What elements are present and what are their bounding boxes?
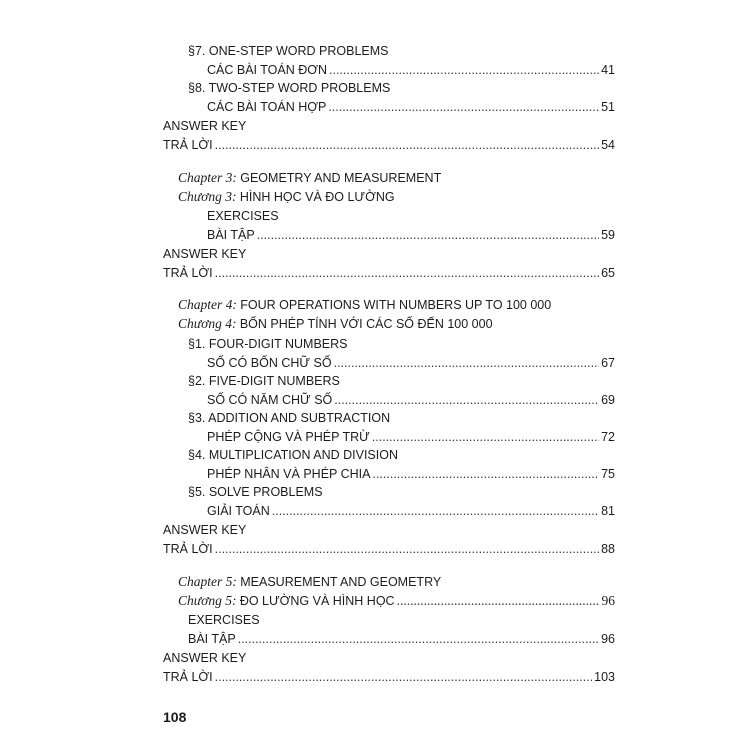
dot-leader <box>215 265 599 281</box>
toc-entry <box>207 99 615 115</box>
entry-page-number: 65 <box>601 266 615 280</box>
toc-entry <box>163 541 615 557</box>
chapter-number: Chapter 4: <box>178 297 241 312</box>
chapter-number: Chương 4: <box>178 316 240 331</box>
dot-leader <box>372 466 599 482</box>
dot-leader <box>329 62 599 78</box>
chapter-name: ĐO LƯỜNG VÀ HÌNH HỌC <box>239 594 395 608</box>
entry-label: §8. TWO-STEP WORD PROBLEMS <box>188 81 391 95</box>
entry-label: TRẢ LỜI <box>163 138 213 152</box>
toc-entry <box>207 429 615 445</box>
toc-entry <box>188 336 348 352</box>
chapter-title <box>178 574 441 590</box>
chapter-title <box>178 297 551 313</box>
entry-label: EXERCISES <box>207 209 279 223</box>
entry-page-number: 75 <box>601 467 615 481</box>
entry-page-number: 41 <box>601 63 615 77</box>
dot-leader <box>215 669 593 685</box>
chapter-heading <box>178 574 441 590</box>
entry-label: SỐ CÓ BỐN CHỮ SỐ <box>207 356 332 370</box>
chapter-number: Chapter 3: <box>178 170 241 185</box>
entry-label: §5. SOLVE PROBLEMS <box>188 485 323 499</box>
dot-leader <box>238 631 599 647</box>
entry-label: §2. FIVE-DIGIT NUMBERS <box>188 374 340 388</box>
chapter-heading <box>178 593 615 609</box>
toc-entry <box>207 208 279 224</box>
chapter-heading <box>178 189 395 205</box>
chapter-name: GEOMETRY AND MEASUREMENT <box>240 171 442 185</box>
dot-leader <box>372 429 599 445</box>
chapter-name: HÌNH HỌC VÀ ĐO LƯỜNG <box>239 190 395 204</box>
entry-label: ANSWER KEY <box>163 119 247 133</box>
toc-entry <box>163 522 246 538</box>
dot-leader <box>272 503 599 519</box>
dot-leader <box>215 541 599 557</box>
entry-page-number: 69 <box>601 393 615 407</box>
dot-leader <box>215 137 599 153</box>
entry-page-number: 72 <box>601 430 615 444</box>
chapter-number: Chapter 5: <box>178 574 241 589</box>
toc-entry <box>163 669 615 685</box>
toc-entry <box>207 355 615 371</box>
chapter-title <box>178 170 441 186</box>
entry-label: EXERCISES <box>188 613 260 627</box>
chapter-name: FOUR OPERATIONS WITH NUMBERS UP TO 100 000 <box>240 298 552 312</box>
entry-label: SỐ CÓ NĂM CHỮ SỐ <box>207 393 333 407</box>
entry-label: §3. ADDITION AND SUBTRACTION <box>188 411 391 425</box>
entry-label: GIẢI TOÁN <box>207 504 270 518</box>
toc-entry <box>188 484 323 500</box>
entry-label: CÁC BÀI TOÁN ĐƠN <box>207 63 328 77</box>
entry-page-number: 51 <box>601 100 615 114</box>
entry-label: TRẢ LỜI <box>163 670 213 684</box>
chapter-number: Chương 5: <box>178 593 240 608</box>
dot-leader <box>257 227 599 243</box>
entry-label: TRẢ LỜI <box>163 542 213 556</box>
entry-page-number: 54 <box>601 138 615 152</box>
entry-label: PHÉP CỘNG VÀ PHÉP TRỪ <box>207 430 370 444</box>
toc-entry <box>163 246 246 262</box>
toc-entry <box>188 631 615 647</box>
dot-leader <box>334 355 600 371</box>
chapter-title <box>178 316 493 332</box>
chapter-name: BỐN PHÉP TÍNH VỚI CÁC SỐ ĐẾN 100 000 <box>239 317 493 331</box>
chapter-heading <box>178 316 493 332</box>
entry-label: §4. MULTIPLICATION AND DIVISION <box>188 448 398 462</box>
toc-entry <box>207 503 615 519</box>
toc-entry <box>207 466 615 482</box>
entry-label: TRẢ LỜI <box>163 266 213 280</box>
chapter-heading <box>178 170 441 186</box>
entry-label: §7. ONE-STEP WORD PROBLEMS <box>188 44 389 58</box>
toc-entry <box>188 373 340 389</box>
toc-entry <box>163 137 615 153</box>
toc-entry <box>207 62 615 78</box>
entry-page-number: 59 <box>601 228 615 242</box>
dot-leader <box>328 99 599 115</box>
chapter-number: Chương 3: <box>178 189 240 204</box>
toc-entry <box>163 118 246 134</box>
dot-leader <box>334 392 599 408</box>
toc-entry <box>188 410 390 426</box>
entry-page-number: 103 <box>594 670 615 684</box>
chapter-name: MEASUREMENT AND GEOMETRY <box>240 575 442 589</box>
entry-label: §1. FOUR-DIGIT NUMBERS <box>188 337 348 351</box>
chapter-heading <box>178 297 551 313</box>
entry-label: ANSWER KEY <box>163 651 247 665</box>
toc-entry <box>188 43 389 59</box>
entry-page-number: 67 <box>601 356 615 370</box>
toc-entry <box>188 447 398 463</box>
entry-label: CÁC BÀI TOÁN HỢP <box>207 100 327 114</box>
toc-entry <box>163 265 615 281</box>
entry-label: BÀI TẬP <box>207 228 255 242</box>
chapter-title <box>178 189 395 205</box>
toc-entry <box>163 650 246 666</box>
entry-label: PHÉP NHÂN VÀ PHÉP CHIA <box>207 467 371 481</box>
toc-entry <box>207 392 615 408</box>
toc-entry <box>207 227 615 243</box>
entry-label: BÀI TẬP <box>188 632 236 646</box>
page-number: 108 <box>163 709 187 725</box>
entry-page-number: 81 <box>601 504 615 518</box>
entry-page-number: 88 <box>601 542 615 556</box>
entry-page-number: 96 <box>601 632 615 646</box>
entry-label: ANSWER KEY <box>163 523 247 537</box>
toc-entry <box>188 612 260 628</box>
toc-entry <box>188 80 390 96</box>
dot-leader <box>397 593 600 609</box>
entry-label: ANSWER KEY <box>163 247 247 261</box>
chapter-title <box>178 593 395 609</box>
entry-page-number: 96 <box>601 593 615 608</box>
